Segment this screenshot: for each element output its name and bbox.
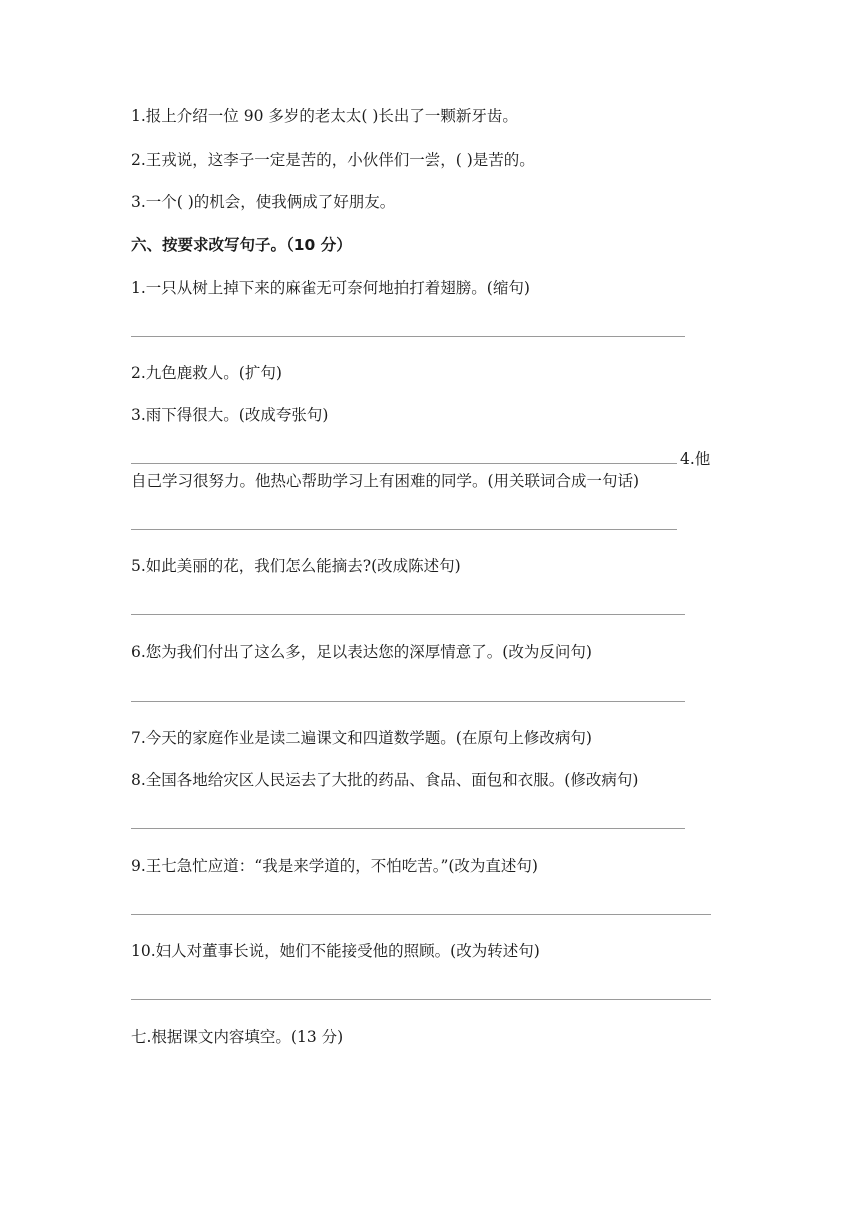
section6-title: 六、按要求改写句子。（10 分） bbox=[131, 236, 352, 254]
q5-item-1: 1.报上介绍一位 90 多岁的老太太( )长出了一颗新牙齿。 bbox=[131, 107, 518, 125]
answer-line-3[interactable] bbox=[131, 463, 677, 464]
s6-item-6: 6.您为我们付出了这么多，足以表达您的深厚情意了。(改为反问句) bbox=[131, 643, 592, 661]
answer-line-1[interactable] bbox=[131, 336, 685, 337]
s6-item-9: 9.王七急忙应道：“我是来学道的，不怕吃苦。”(改为直述句) bbox=[131, 857, 538, 875]
answer-line-8[interactable] bbox=[131, 828, 685, 829]
s6-item-5: 5.如此美丽的花，我们怎么能摘去?(改成陈述句) bbox=[131, 557, 461, 575]
s6-item-7: 7.今天的家庭作业是读二遍课文和四道数学题。(在原句上修改病句) bbox=[131, 729, 592, 747]
s6-item-8: 8.全国各地给灾区人民运去了大批的药品、食品、面包和衣服。(修改病句) bbox=[131, 771, 639, 789]
s6-item-10: 10.妇人对董事长说，她们不能接受他的照顾。(改为转述句) bbox=[131, 942, 540, 960]
q5-item-3: 3.一个( )的机会，使我俩成了好朋友。 bbox=[131, 193, 396, 211]
q5-item-2: 2.王戎说，这李子一定是苦的，小伙伴们一尝，( )是苦的。 bbox=[131, 151, 535, 169]
s6-item-4-start: 4.他 bbox=[680, 450, 711, 468]
s6-item-2: 2.九色鹿救人。(扩句) bbox=[131, 364, 282, 382]
s6-item-4-cont: 自己学习很努力。他热心帮助学习上有困难的同学。(用关联词合成一句话) bbox=[131, 472, 640, 490]
s6-item-3: 3.雨下得很大。(改成夸张句) bbox=[131, 406, 329, 424]
answer-line-9[interactable] bbox=[131, 914, 711, 915]
s6-item-1: 1.一只从树上掉下来的麻雀无可奈何地拍打着翅膀。(缩句) bbox=[131, 279, 530, 297]
answer-line-10[interactable] bbox=[131, 999, 711, 1000]
section7-title: 七.根据课文内容填空。(13 分) bbox=[131, 1028, 344, 1046]
answer-line-5[interactable] bbox=[131, 614, 685, 615]
answer-line-4[interactable] bbox=[131, 529, 677, 530]
answer-line-6[interactable] bbox=[131, 701, 685, 702]
